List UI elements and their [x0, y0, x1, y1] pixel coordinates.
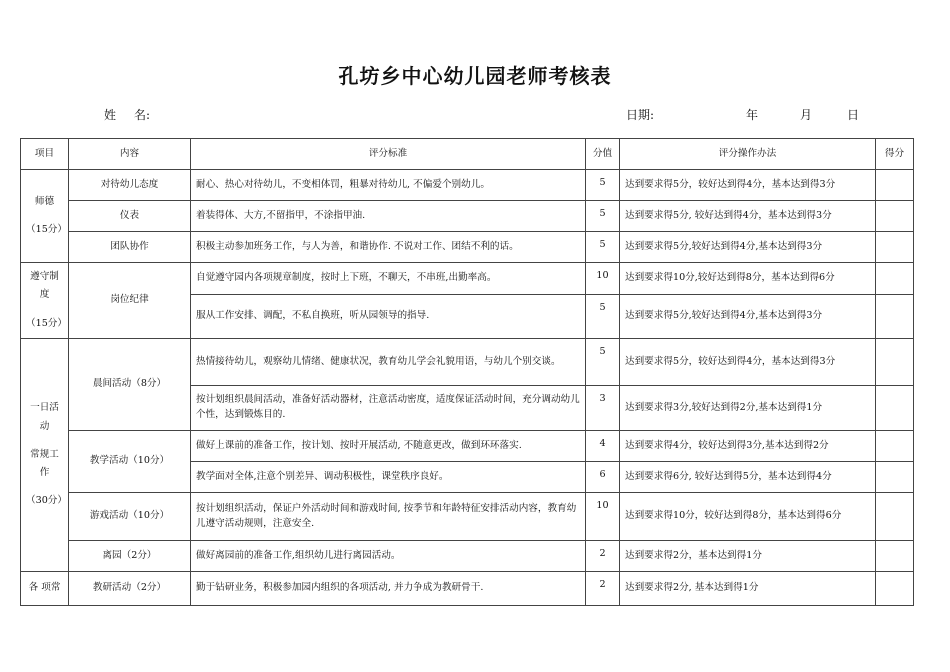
group-cell-discipline: [21, 263, 69, 339]
method-cell: 达到要求得5分，较好达到得4分，基本达到得3分: [620, 339, 876, 386]
content-cell: 对待幼儿态度: [69, 170, 191, 201]
method-cell: 达到要求得10分,较好达到得8分，基本达到得6分: [620, 263, 876, 295]
obtained-score-cell[interactable]: [876, 295, 914, 339]
table-row: [21, 541, 914, 572]
standard-cell: 着装得体、大方,不留指甲，不涂指甲油.: [191, 201, 586, 232]
name-label-part1: 姓: [104, 108, 117, 122]
obtained-score-cell[interactable]: [876, 431, 914, 462]
date-label: 日期:: [626, 108, 655, 122]
method-cell: 达到要求得5分, 较好达到得4分，基本达到得3分: [620, 201, 876, 232]
standard-cell: 按计划组织活动，保证户外活动时间和游戏时间, 按季节和年龄特征安排活动内容，教育幼儿遵守活动规则，注意安全.: [191, 493, 586, 541]
table-row: [21, 572, 914, 606]
content-cell: 教学活动（10分）: [69, 431, 191, 493]
score-cell: 2: [586, 572, 620, 606]
table-row: [21, 493, 914, 541]
group-cell-other: [21, 572, 69, 606]
group-cell-ethics: [21, 170, 69, 263]
standard-cell: 积极主动参加班务工作，与人为善，和谐协作. 不说对工作、团结不利的话。: [191, 232, 586, 263]
table-row: [21, 263, 914, 295]
score-cell: 5: [586, 339, 620, 386]
method-cell: 达到要求得6分, 较好达到得5分，基本达到得4分: [620, 462, 876, 493]
standard-cell: 耐心、热心对待幼儿，不变相体罚，粗暴对待幼儿, 不偏爱个别幼儿。: [191, 170, 586, 201]
score-cell: 10: [586, 263, 620, 295]
group-cell-daily-activities: [21, 339, 69, 572]
standard-cell: 做好离园前的准备工作,组织幼儿进行离园活动。: [191, 541, 586, 572]
obtained-score-cell[interactable]: [876, 541, 914, 572]
obtained-score-cell[interactable]: [876, 462, 914, 493]
score-cell: 10: [586, 493, 620, 541]
name-label: [104, 106, 150, 123]
score-cell: 3: [586, 386, 620, 431]
method-cell: 达到要求得4分，较好达到得3分,基本达到得2分: [620, 431, 876, 462]
standard-cell: 勤于钻研业务，积极参加园内组织的各项活动, 并力争成为教研骨干.: [191, 572, 586, 606]
group-label: 各 项常: [28, 582, 61, 594]
method-cell: 达到要求得2分，基本达到得1分: [620, 541, 876, 572]
header-project: 项目: [21, 139, 69, 170]
score-cell: 6: [586, 462, 620, 493]
group-label: 师德: [34, 195, 55, 207]
month-label: 月: [800, 108, 813, 122]
table-row: [21, 339, 914, 386]
content-cell: 岗位纪律: [69, 263, 191, 339]
group-label-cont: 度: [39, 289, 50, 301]
obtained-score-cell[interactable]: [876, 386, 914, 431]
obtained-score-cell[interactable]: [876, 170, 914, 201]
score-cell: 4: [586, 431, 620, 462]
score-cell: 5: [586, 295, 620, 339]
score-cell: 2: [586, 541, 620, 572]
method-cell: 达到要求得10分，较好达到得8分，基本达到得6分: [620, 493, 876, 541]
table-row: [21, 170, 914, 201]
method-cell: 达到要求得5分,较好达到得4分,基本达到得3分: [620, 232, 876, 263]
standard-cell: 做好上课前的准备工作，按计划、按时开展活动, 不随意更改，做到环环落实.: [191, 431, 586, 462]
group-points: （15分）: [26, 317, 67, 329]
day-label: 日: [847, 108, 860, 122]
obtained-score-cell[interactable]: [876, 201, 914, 232]
group-points: （15分）: [26, 224, 67, 235]
standard-cell: 热情接待幼儿，观察幼儿情绪、健康状况，教育幼儿学会礼貌用语，与幼儿个别交谈。: [191, 339, 586, 386]
header-row: [21, 139, 914, 170]
standard-cell: 按计划组织晨间活动，准备好活动器材，注意活动密度，适度保证活动时间，充分调动幼儿个性，达到锻炼目的.: [191, 386, 586, 431]
table-row: [21, 232, 914, 263]
content-cell: 游戏活动（10分）: [69, 493, 191, 541]
group-label-cont: 动: [39, 420, 50, 432]
method-cell: 达到要求得5分,较好达到得4分,基本达到得3分: [620, 295, 876, 339]
group-label: 遵守制: [30, 271, 59, 283]
name-label-part2: 名:: [134, 108, 151, 122]
standard-cell: 服从工作安排、调配，不私自换班，听从园领导的指导.: [191, 295, 586, 339]
group-label-cont: 常规工: [30, 448, 59, 460]
obtained-score-cell[interactable]: [876, 232, 914, 263]
header-obtained: 得分: [876, 139, 914, 170]
obtained-score-cell[interactable]: [876, 493, 914, 541]
content-cell: 团队协作: [69, 232, 191, 263]
page-title: 孔坊乡中心幼儿园老师考核表: [338, 64, 612, 88]
content-cell: 晨间活动（8分）: [69, 339, 191, 431]
assessment-table: [20, 138, 914, 606]
obtained-score-cell[interactable]: [876, 263, 914, 295]
method-cell: 达到要求得2分, 基本达到得1分: [620, 572, 876, 606]
group-label-cont: 作: [39, 467, 50, 479]
content-cell: 仪表: [69, 201, 191, 232]
score-cell: 5: [586, 170, 620, 201]
score-cell: 5: [586, 201, 620, 232]
header-score: 分值: [586, 139, 620, 170]
header-standard: 评分标准: [191, 139, 586, 170]
standard-cell: 教学面对全体,注意个别差异、调动积极性，课堂秩序良好。: [191, 462, 586, 493]
standard-cell: 自觉遵守园内各项规章制度，按时上下班，不聊天，不串班,出勤率高。: [191, 263, 586, 295]
group-points: （30分）: [26, 495, 67, 507]
header-method: 评分操作办法: [620, 139, 876, 170]
year-label: 年: [746, 108, 759, 122]
header-content: 内容: [69, 139, 191, 170]
method-cell: 达到要求得5分，较好达到得4分，基本达到得3分: [620, 170, 876, 201]
content-cell: 教研活动（2分）: [69, 572, 191, 606]
group-label: 一日活: [30, 402, 59, 414]
obtained-score-cell[interactable]: [876, 339, 914, 386]
table-row: [21, 201, 914, 232]
table-row: [21, 431, 914, 462]
score-cell: 5: [586, 232, 620, 263]
method-cell: 达到要求得3分,较好达到得2分,基本达到得1分: [620, 386, 876, 431]
obtained-score-cell[interactable]: [876, 572, 914, 606]
content-cell: 离园（2分）: [69, 541, 191, 572]
